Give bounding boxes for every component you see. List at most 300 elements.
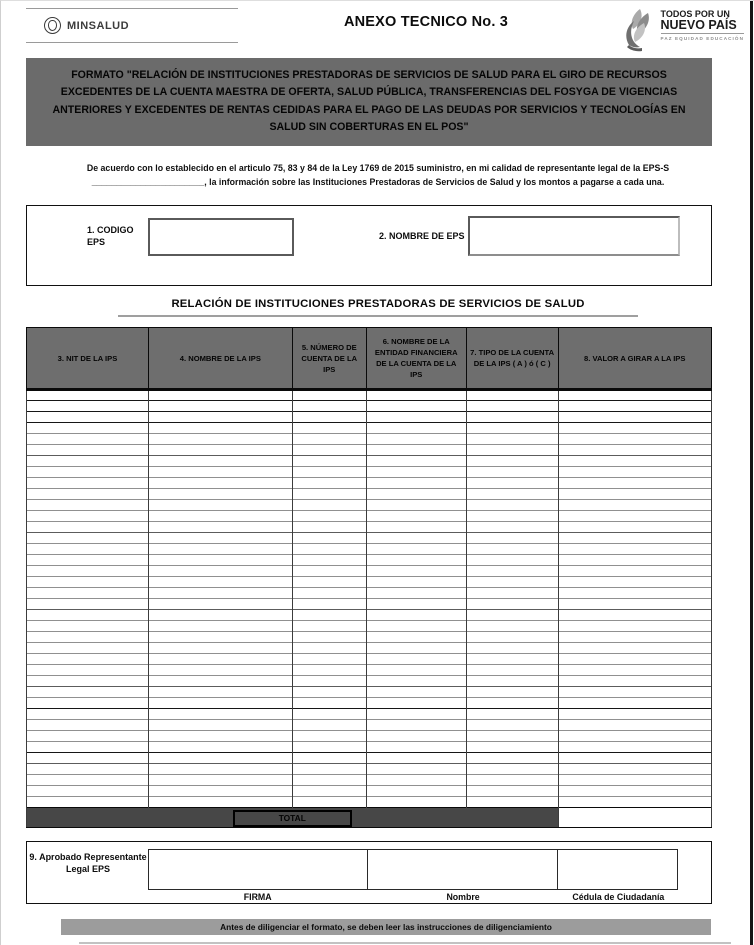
table-cell[interactable] [148, 445, 292, 456]
table-cell[interactable] [558, 786, 711, 797]
table-row [27, 599, 712, 610]
table-cell[interactable] [292, 797, 366, 808]
table-cell[interactable] [466, 599, 558, 610]
table-cell[interactable] [366, 478, 466, 489]
table-cell[interactable] [27, 577, 149, 588]
table-cell[interactable] [466, 654, 558, 665]
table-cell[interactable] [27, 544, 149, 555]
table-cell[interactable] [366, 445, 466, 456]
table-cell[interactable] [366, 533, 466, 544]
table-row [27, 610, 712, 621]
table-cell[interactable] [558, 544, 711, 555]
table-cell[interactable] [27, 522, 149, 533]
table-row [27, 775, 712, 786]
table-cell[interactable] [27, 478, 149, 489]
table-cell[interactable] [366, 588, 466, 599]
table-cell[interactable] [466, 709, 558, 720]
table-cell[interactable] [466, 731, 558, 742]
column-header: 7. TIPO DE LA CUENTA DE LA IPS ( A ) ó ( C ) [466, 328, 558, 390]
footer-notice-text: Antes de diligenciar el formato, se deben leer las instrucciones de diligenciamiento [220, 922, 552, 932]
table-cell[interactable] [366, 390, 466, 401]
table-cell[interactable] [292, 720, 366, 731]
nombre-eps-label: 2. NOMBRE DE EPS [379, 231, 465, 241]
codigo-eps-input[interactable] [148, 218, 294, 256]
table-row [27, 522, 712, 533]
table-cell[interactable] [27, 511, 149, 522]
intro-line2: , la información sobre las Instituciones Prestadoras de Servicios de Salud y los montos a pagarse a cada una. [204, 176, 665, 187]
table-cell[interactable] [558, 676, 711, 687]
table-cell[interactable] [366, 720, 466, 731]
table-cell[interactable] [27, 775, 149, 786]
table-row [27, 687, 712, 698]
table-cell[interactable] [148, 654, 292, 665]
table-cell[interactable] [292, 555, 366, 566]
table-cell[interactable] [27, 632, 149, 643]
table-cell[interactable] [27, 731, 149, 742]
table-row [27, 720, 712, 731]
table-cell[interactable] [292, 610, 366, 621]
table-cell[interactable] [466, 698, 558, 709]
table-cell[interactable] [466, 720, 558, 731]
table-cell[interactable] [466, 676, 558, 687]
nuevo-pais-line3: PAZ EQUIDAD EDUCACIÓN [660, 36, 744, 42]
table-row [27, 467, 712, 478]
table-cell[interactable] [558, 720, 711, 731]
table-cell[interactable] [466, 511, 558, 522]
table-cell[interactable] [148, 467, 292, 478]
table-row [27, 731, 712, 742]
table-cell[interactable] [27, 599, 149, 610]
table-cell[interactable] [366, 764, 466, 775]
table-cell[interactable] [292, 489, 366, 500]
table-cell[interactable] [466, 390, 558, 401]
table-cell[interactable] [148, 412, 292, 423]
table-cell[interactable] [292, 753, 366, 764]
table-row [27, 698, 712, 709]
table-cell[interactable] [27, 643, 149, 654]
codigo-eps-label: 1. CODIGO EPS [87, 225, 134, 248]
table-cell[interactable] [558, 478, 711, 489]
table-cell[interactable] [148, 753, 292, 764]
table-row [27, 555, 712, 566]
table-row [27, 401, 712, 412]
table-cell[interactable] [27, 764, 149, 775]
table-cell[interactable] [366, 434, 466, 445]
total-value-cell[interactable] [558, 808, 711, 828]
table-cell[interactable] [292, 632, 366, 643]
table-cell[interactable] [148, 687, 292, 698]
table-cell[interactable] [292, 577, 366, 588]
approval-section [26, 841, 712, 904]
table-cell[interactable] [366, 687, 466, 698]
table-cell[interactable] [27, 401, 149, 412]
table-cell[interactable] [558, 764, 711, 775]
table-cell[interactable] [148, 632, 292, 643]
table-cell[interactable] [558, 610, 711, 621]
table-cell[interactable] [148, 610, 292, 621]
table-cell[interactable] [366, 489, 466, 500]
table-cell[interactable] [366, 621, 466, 632]
table-row [27, 764, 712, 775]
table-cell[interactable] [466, 643, 558, 654]
table-cell[interactable] [27, 390, 149, 401]
table-cell[interactable] [27, 500, 149, 511]
table-cell[interactable] [148, 797, 292, 808]
table-cell[interactable] [558, 555, 711, 566]
table-cell[interactable] [466, 632, 558, 643]
ips-table-header [27, 328, 712, 390]
table-cell[interactable] [558, 632, 711, 643]
table-cell[interactable] [148, 742, 292, 753]
table-cell[interactable] [558, 797, 711, 808]
table-cell[interactable] [466, 467, 558, 478]
table-row [27, 390, 712, 401]
table-cell[interactable] [148, 478, 292, 489]
table-row [27, 511, 712, 522]
table-cell[interactable] [366, 456, 466, 467]
table-cell[interactable] [27, 621, 149, 632]
table-cell[interactable] [292, 390, 366, 401]
table-cell[interactable] [366, 555, 466, 566]
table-cell[interactable] [292, 786, 366, 797]
table-cell[interactable] [558, 599, 711, 610]
table-cell[interactable] [27, 720, 149, 731]
table-row [27, 478, 712, 489]
table-cell[interactable] [148, 621, 292, 632]
table-row [27, 621, 712, 632]
table-cell[interactable] [148, 698, 292, 709]
table-cell[interactable] [292, 423, 366, 434]
table-cell[interactable] [148, 577, 292, 588]
table-cell[interactable] [292, 742, 366, 753]
table-cell[interactable] [558, 654, 711, 665]
nombre-eps-input[interactable] [468, 216, 680, 256]
table-row [27, 676, 712, 687]
table-cell[interactable] [558, 401, 711, 412]
table-cell[interactable] [466, 489, 558, 500]
total-bar [27, 808, 559, 828]
table-cell[interactable] [27, 709, 149, 720]
table-cell[interactable] [558, 467, 711, 478]
table-cell[interactable] [558, 511, 711, 522]
table-cell[interactable] [366, 709, 466, 720]
footer-notice-bar [61, 919, 711, 935]
table-row [27, 654, 712, 665]
table-cell[interactable] [27, 786, 149, 797]
table-row [27, 797, 712, 808]
format-title-block: FORMATO "RELACIÓN DE INSTITUCIONES PRESTADORAS DE SERVICIOS DE SALUD PARA EL GIRO DE RECURSOS EXCEDENTES DE LA CUENTA MAESTRA DE OFERTA, SALUD PÚBLICA, TRANSFERENCIAS DEL FOSYGA DE VIGENCIAS ANTERIORES Y EXCEDENTES DE RENTAS CEDIDAS PARA EL PAGO DE LAS DEUDAS POR SERVICIOS Y TECNOLOGÍAS EN SALUD SIN COBERTURAS EN EL POS" [26, 58, 712, 146]
ips-table [26, 327, 712, 828]
table-cell[interactable] [466, 687, 558, 698]
table-row [27, 577, 712, 588]
column-header: 5. NÚMERO DE CUENTA DE LA IPS [292, 328, 366, 390]
table-cell[interactable] [292, 456, 366, 467]
table-cell[interactable] [466, 588, 558, 599]
table-cell[interactable] [27, 445, 149, 456]
table-cell[interactable] [292, 687, 366, 698]
table-cell[interactable] [558, 456, 711, 467]
table-cell[interactable] [292, 643, 366, 654]
table-cell[interactable] [148, 720, 292, 731]
intro-line1: De acuerdo con lo establecido en el articulo 75, 83 y 84 de la Ley 1769 de 2015 suministro, en mi calidad de representante legal de la EPS-S [86, 163, 670, 173]
table-cell[interactable] [292, 676, 366, 687]
table-cell[interactable] [558, 533, 711, 544]
firma-field[interactable] [149, 850, 368, 889]
table-cell[interactable] [292, 566, 366, 577]
table-row [27, 500, 712, 511]
table-cell[interactable] [466, 533, 558, 544]
page-right-border [750, 1, 753, 945]
table-cell[interactable] [466, 456, 558, 467]
table-cell[interactable] [466, 478, 558, 489]
table-cell[interactable] [366, 401, 466, 412]
table-cell[interactable] [148, 401, 292, 412]
table-cell[interactable] [466, 764, 558, 775]
table-cell[interactable] [292, 434, 366, 445]
table-cell[interactable] [558, 390, 711, 401]
table-cell[interactable] [292, 412, 366, 423]
table-cell[interactable] [366, 643, 466, 654]
table-cell[interactable] [292, 588, 366, 599]
table-row [27, 588, 712, 599]
table-cell[interactable] [558, 731, 711, 742]
table-cell[interactable] [148, 423, 292, 434]
table-cell[interactable] [366, 500, 466, 511]
page-bottom-rule [79, 942, 731, 944]
table-cell[interactable] [558, 753, 711, 764]
table-cell[interactable] [27, 489, 149, 500]
table-cell[interactable] [558, 687, 711, 698]
table-cell[interactable] [27, 698, 149, 709]
table-cell[interactable] [558, 434, 711, 445]
table-cell[interactable] [558, 566, 711, 577]
table-row [27, 412, 712, 423]
table-cell[interactable] [366, 753, 466, 764]
table-cell[interactable] [466, 797, 558, 808]
table-cell[interactable] [27, 412, 149, 423]
table-cell[interactable] [366, 610, 466, 621]
total-label: TOTAL [233, 810, 352, 827]
table-cell[interactable] [466, 544, 558, 555]
total-row [27, 808, 712, 828]
signature-labels [148, 892, 678, 902]
table-cell[interactable] [148, 643, 292, 654]
table-cell[interactable] [366, 511, 466, 522]
table-cell[interactable] [558, 709, 711, 720]
table-cell[interactable] [366, 467, 466, 478]
eps-name-blank[interactable]: _______________________ [91, 176, 205, 187]
table-cell[interactable] [148, 544, 292, 555]
table-cell[interactable] [292, 665, 366, 676]
table-row [27, 709, 712, 720]
table-cell[interactable] [466, 775, 558, 786]
table-cell[interactable] [558, 423, 711, 434]
nombre-field[interactable] [368, 850, 559, 889]
table-cell[interactable] [148, 555, 292, 566]
table-cell[interactable] [558, 522, 711, 533]
table-cell[interactable] [466, 401, 558, 412]
minsalud-wordmark: MINSALUD [67, 19, 130, 32]
table-cell[interactable] [148, 456, 292, 467]
table-cell[interactable] [558, 577, 711, 588]
table-cell[interactable] [292, 478, 366, 489]
table-cell[interactable] [366, 632, 466, 643]
table-row [27, 456, 712, 467]
table-cell[interactable] [558, 665, 711, 676]
table-cell[interactable] [148, 566, 292, 577]
table-cell[interactable] [366, 786, 466, 797]
table-row [27, 544, 712, 555]
table-cell[interactable] [466, 445, 558, 456]
table-cell[interactable] [366, 797, 466, 808]
table-cell[interactable] [292, 698, 366, 709]
minsalud-emblem-icon [44, 17, 61, 34]
table-cell[interactable] [558, 445, 711, 456]
table-cell[interactable] [366, 654, 466, 665]
table-cell[interactable] [558, 489, 711, 500]
table-row [27, 643, 712, 654]
table-cell[interactable] [27, 533, 149, 544]
table-cell[interactable] [27, 687, 149, 698]
table-cell[interactable] [292, 522, 366, 533]
table-cell[interactable] [292, 544, 366, 555]
table-cell[interactable] [366, 665, 466, 676]
table-cell[interactable] [148, 764, 292, 775]
table-cell[interactable] [148, 709, 292, 720]
table-cell[interactable] [292, 467, 366, 478]
table-row [27, 423, 712, 434]
table-cell[interactable] [292, 401, 366, 412]
table-row [27, 566, 712, 577]
table-cell[interactable] [558, 643, 711, 654]
table-row [27, 434, 712, 445]
table-cell[interactable] [148, 588, 292, 599]
table-cell[interactable] [558, 412, 711, 423]
table-cell[interactable] [558, 742, 711, 753]
table-cell[interactable] [148, 522, 292, 533]
table-cell[interactable] [292, 511, 366, 522]
table-cell[interactable] [366, 522, 466, 533]
table-cell[interactable] [292, 775, 366, 786]
table-cell[interactable] [466, 555, 558, 566]
table-cell[interactable] [466, 610, 558, 621]
table-cell[interactable] [27, 654, 149, 665]
table-cell[interactable] [466, 412, 558, 423]
table-cell[interactable] [148, 500, 292, 511]
firma-label: FIRMA [243, 892, 272, 902]
table-cell[interactable] [27, 797, 149, 808]
table-cell[interactable] [148, 731, 292, 742]
table-cell[interactable] [27, 676, 149, 687]
leaf-icon [618, 7, 658, 53]
table-cell[interactable] [292, 709, 366, 720]
table-cell[interactable] [27, 555, 149, 566]
table-cell[interactable] [466, 500, 558, 511]
table-cell[interactable] [27, 434, 149, 445]
table-cell[interactable] [292, 599, 366, 610]
table-cell[interactable] [366, 544, 466, 555]
table-cell[interactable] [292, 533, 366, 544]
table-cell[interactable] [148, 786, 292, 797]
table-cell[interactable] [27, 566, 149, 577]
table-cell[interactable] [292, 621, 366, 632]
table-title: RELACIÓN DE INSTITUCIONES PRESTADORAS DE SERVICIOS DE SALUD [118, 298, 638, 317]
table-cell[interactable] [27, 456, 149, 467]
table-cell[interactable] [366, 599, 466, 610]
table-cell[interactable] [27, 753, 149, 764]
table-cell[interactable] [148, 665, 292, 676]
table-cell[interactable] [27, 665, 149, 676]
table-cell[interactable] [466, 621, 558, 632]
table-cell[interactable] [466, 423, 558, 434]
table-cell[interactable] [292, 764, 366, 775]
cedula-label: Cédula de Ciudadanía [572, 892, 665, 902]
table-cell[interactable] [466, 753, 558, 764]
table-cell[interactable] [27, 742, 149, 753]
intro-paragraph [41, 162, 715, 189]
table-row [27, 632, 712, 643]
table-cell[interactable] [292, 445, 366, 456]
table-cell[interactable] [292, 500, 366, 511]
nombre-label: Nombre [446, 892, 480, 902]
table-cell[interactable] [366, 577, 466, 588]
table-cell[interactable] [366, 423, 466, 434]
table-cell[interactable] [466, 742, 558, 753]
table-row [27, 533, 712, 544]
table-cell[interactable] [292, 731, 366, 742]
table-cell[interactable] [366, 412, 466, 423]
table-cell[interactable] [27, 610, 149, 621]
table-cell[interactable] [466, 665, 558, 676]
table-cell[interactable] [366, 775, 466, 786]
table-cell[interactable] [466, 577, 558, 588]
table-cell[interactable] [148, 533, 292, 544]
table-cell[interactable] [558, 500, 711, 511]
table-cell[interactable] [466, 434, 558, 445]
table-cell[interactable] [466, 786, 558, 797]
column-header: 8. VALOR A GIRAR A LA IPS [558, 328, 711, 390]
table-cell[interactable] [558, 698, 711, 709]
column-header: 6. NOMBRE DE LA ENTIDAD FINANCIERA DE LA CUENTA DE LA IPS [366, 328, 466, 390]
table-cell[interactable] [558, 588, 711, 599]
table-cell[interactable] [466, 522, 558, 533]
table-cell[interactable] [292, 654, 366, 665]
table-cell[interactable] [466, 566, 558, 577]
table-cell[interactable] [366, 742, 466, 753]
table-cell[interactable] [148, 434, 292, 445]
table-cell[interactable] [366, 698, 466, 709]
nuevo-pais-logo [618, 9, 745, 53]
table-cell[interactable] [27, 467, 149, 478]
table-cell[interactable] [148, 599, 292, 610]
table-row [27, 665, 712, 676]
cedula-field[interactable] [558, 850, 677, 889]
table-cell[interactable] [366, 731, 466, 742]
table-cell[interactable] [558, 621, 711, 632]
table-cell[interactable] [366, 676, 466, 687]
table-cell[interactable] [148, 775, 292, 786]
table-cell[interactable] [27, 588, 149, 599]
table-row [27, 786, 712, 797]
table-cell[interactable] [366, 566, 466, 577]
eps-identification-box [26, 205, 712, 286]
table-cell[interactable] [148, 676, 292, 687]
table-cell[interactable] [148, 390, 292, 401]
table-cell[interactable] [148, 489, 292, 500]
table-cell[interactable] [27, 423, 149, 434]
table-cell[interactable] [558, 775, 711, 786]
table-cell[interactable] [148, 511, 292, 522]
